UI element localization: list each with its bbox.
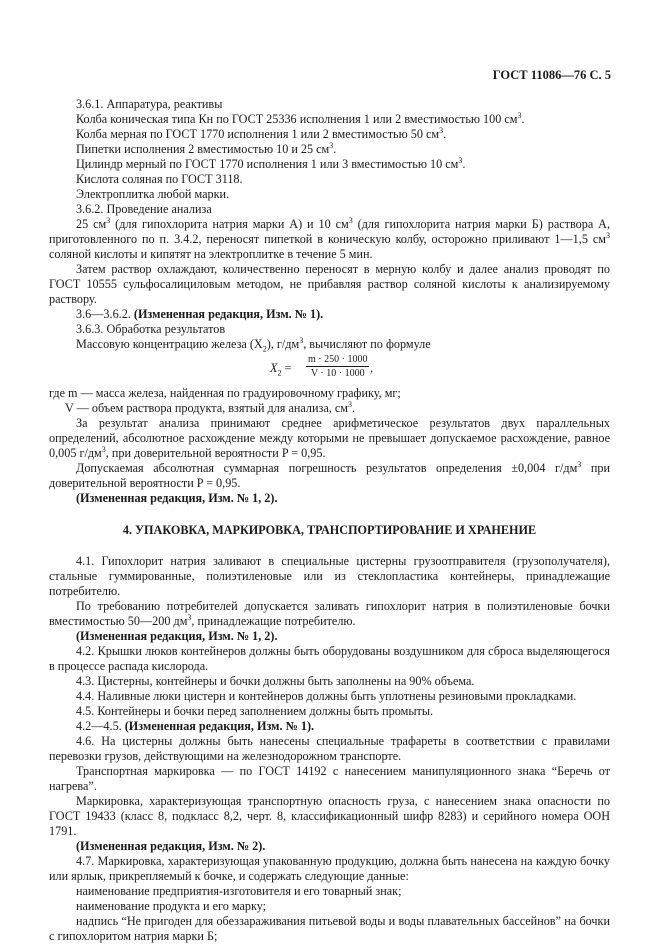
paragraph: По требованию потребителей допускается заливать гипохлорит натрия в полиэтиленовые бочки вместимостью 50—200 $дм^3$, принадлежащие потребителю.: [49, 599, 610, 628]
paragraph: Допускаемая абсолютная суммарная погрешность результатов определения ±0,004 $г/дм^3$ при доверительной вероятности P = 0,95.: [49, 459, 610, 490]
list-item: наименование предприятия-изготовителя и его товарный знак;: [76, 884, 402, 898]
paragraph: 25 $см^3$ (для гипохлорита натрия марки А) и 10 $см^3$ (для гипохлорита натрия марки Б) раствора А, приготовленного по п. 3.4.2, переносят пипеткой в коническую колбу, осторожно приливают 1—1,5 $см^3$ соляной кислоты и кипятят на электроплитке в течение 5 мин.: [49, 215, 610, 261]
formula-numerator: m · 250 · 1000: [308, 354, 368, 365]
list-item: надпись “Не пригоден для обеззараживания питьевой воды и воды плавательных бассейнов” на бочки с гипохлоритом натрия марки Б;: [49, 914, 610, 943]
subsection-3-6-3: 3.6.3. Обработка результатов: [76, 322, 226, 336]
paragraph: 4.4. Наливные люки цистерн и контейнеров должны быть уплотнены резиновыми прокладками.: [76, 689, 577, 703]
page-header: ГОСТ 11086—76 С. 5: [492, 68, 611, 82]
paragraph: За результат анализа принимают среднее арифметическое результатов двух параллельных определений, абсолютное расхождение между которыми не превышает допускаемое расхождение, равное 0,005 $г/дм^3$, при доверительной вероятности P = 0,95.: [49, 416, 610, 460]
paragraph: Затем раствор охлаждают, количественно переносят в мерную колбу и далее анализ проводят по ГОСТ 10555 сульфосалициловым методом, не прибавляя раствор соляной кислоты к анализируемому раствору.: [49, 262, 610, 306]
reagent-item: Цилиндр мерный по ГОСТ 1770 исполнения 1 или 3 вместимостью 10 $см^3$.: [76, 155, 466, 171]
reagent-item: Колба коническая типа Кн по ГОСТ 25336 исполнения 1 или 2 вместимостью 100 $см^3$.: [76, 110, 525, 126]
page-body: [49, 97, 610, 944]
reagent-item: Пипетки исполнения 2 вместимостью 10 и 25 $см^3$.: [76, 140, 337, 156]
formula-lhs: $X_2$ =: [270, 361, 292, 378]
where-clause: где m — масса железа, найденная по градуировочному графику, мг;: [49, 386, 401, 400]
reagent-item: Колба мерная по ГОСТ 1770 исполнения 1 или 2 вместимостью 50 $см^3$.: [76, 125, 447, 141]
list-item: наименование продукта и его марку;: [76, 899, 267, 913]
formula-fraction: [306, 353, 369, 380]
paragraph: 4.1. Гипохлорит натрия заливают в специальные цистерны грузоотправителя (грузополучателя), стальные гуммированные, полиэтиленовые или из стеклопластика контейнеры, принадлежащие потребителю.: [49, 554, 610, 598]
subsection-3-6-1: 3.6.1. Аппаратура, реактивы: [76, 97, 223, 111]
reagent-item: Электроплитка любой марки.: [76, 187, 230, 201]
revision-note: 3.6—3.6.2. (Измененная редакция, Изм. № 1).: [76, 307, 324, 321]
reagent-item: Кислота соляная по ГОСТ 3118.: [76, 172, 243, 186]
paragraph: Маркировка, характеризующая транспортную опасность груза, с нанесением знака опасности по ГОСТ 19433 (класс 8, подкласс 8,2, черт. 8, классификационный шифр 8283) и серийного номера ООН 1791.: [49, 794, 610, 838]
formula-comma: ,: [370, 361, 374, 375]
revision-note: 4.2—4.5. (Измененная редакция, Изм. № 1).: [76, 719, 315, 733]
paragraph: 4.7. Маркировка, характеризующая упакованную продукцию, должна быть нанесена на каждую бочку или ярлык, прикрепляемый к бочке, и содержать следующие данные:: [49, 854, 610, 883]
paragraph: 4.3. Цистерны, контейнеры и бочки должны быть заполнены на 90% объема.: [76, 674, 475, 688]
formula-denominator: V · 10 · 1000: [310, 368, 365, 379]
section-4-title: 4. УПАКОВКА, МАРКИРОВКА, ТРАНСПОРТИРОВАНИЕ И ХРАНЕНИЕ: [122, 523, 537, 537]
paragraph: 4.5. Контейнеры и бочки перед заполнением должны быть промыты.: [76, 704, 434, 718]
paragraph: Массовую концентрацию железа $(X_2)$, $г/дм^3$, вычисляют по формуле: [76, 335, 431, 354]
subsection-3-6-2: 3.6.2. Проведение анализа: [76, 202, 212, 216]
revision-note: (Измененная редакция, Изм. № 1, 2).: [76, 629, 278, 643]
revision-note: (Измененная редакция, Изм. № 2).: [76, 839, 266, 853]
revision-note: (Измененная редакция, Изм. № 1, 2).: [76, 491, 278, 505]
paragraph: 4.2. Крышки люков контейнеров должны быть оборудованы воздушником для сброса выделяющегося в процессе распада кислорода.: [49, 644, 610, 673]
paragraph: Транспортная маркировка — по ГОСТ 14192 с нанесением манипуляционного знака “Беречь от нагрева”.: [49, 764, 610, 793]
formula: [49, 352, 610, 386]
where-clause: V — объем раствора продукта, взятый для анализа, $см^3$.: [65, 399, 356, 415]
paragraph: 4.6. На цистерны должны быть нанесены специальные трафареты в соответствии с правилами перевозки грузов, действующими на железнодорожном транспорте.: [49, 734, 610, 763]
